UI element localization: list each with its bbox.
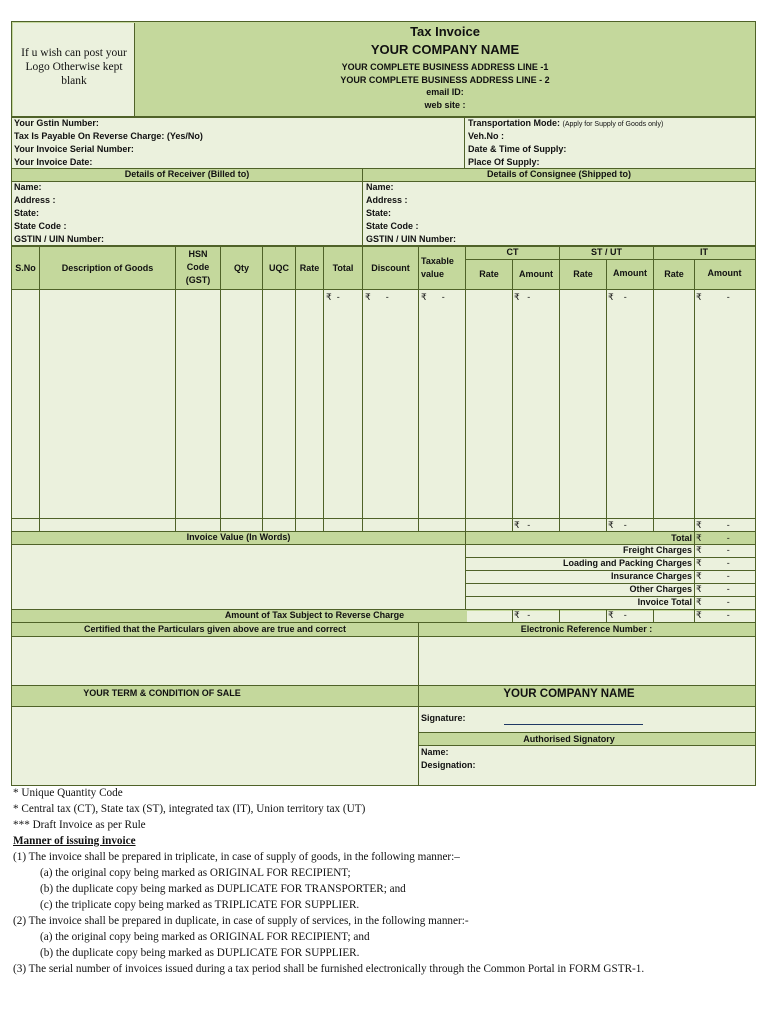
transport-mode-label: Transportation Mode: (Apply for Supply of Goods only) (468, 118, 664, 128)
row1-st-amount: ₹ - (608, 292, 627, 302)
other-charges-label: Other Charges (629, 584, 692, 594)
signature-line (504, 724, 643, 725)
authorised-signatory-label: Authorised Signatory (523, 734, 615, 744)
total-label: Total (671, 533, 692, 543)
receiver-state-label: State: (14, 208, 40, 218)
col-ct-amount: Amount (519, 269, 553, 279)
certified-label: Certified that the Particulars given above are true and correct (83, 624, 347, 634)
logo-note: If u wish can post your Logo Otherwise kept blank (21, 47, 127, 87)
words-box (11, 544, 466, 610)
row1-discount-amount: ₹ - (365, 292, 389, 302)
gstin-number-label: Your Gstin Number: (14, 118, 99, 128)
reverse-ct-value: ₹ - (514, 610, 531, 620)
address-line-2: YOUR COMPLETE BUSINESS ADDRESS LINE - 2 (340, 75, 550, 85)
signatory-company-name: YOUR COMPANY NAME (503, 688, 635, 700)
table-total-st: ₹ - (608, 520, 627, 530)
row1-it-amount: ₹ - (696, 292, 730, 302)
row1-total-amount: ₹ - (326, 292, 340, 302)
col-st-amount: Amount (613, 268, 647, 278)
col-hsn: HSN Code (GST) (185, 249, 211, 285)
terms-label: YOUR TERM & CONDITION OF SALE (83, 688, 241, 698)
row1-taxable-amount: ₹ - (421, 292, 445, 302)
col-ct: CT (506, 247, 519, 257)
consignee-gstin-label: GSTIN / UIN Number: (366, 234, 457, 244)
rule-2a: (a) the original copy being marked as ORIGINAL FOR RECIPIENT; and (40, 931, 370, 943)
address-line-1: YOUR COMPLETE BUSINESS ADDRESS LINE -1 (341, 62, 549, 72)
signature-label: Signature: (421, 713, 466, 723)
col-rate: Rate (299, 263, 320, 273)
note-draft: *** Draft Invoice as per Rule (13, 819, 146, 831)
note-uqc: * Unique Quantity Code (13, 787, 123, 799)
website: web site : (424, 100, 466, 110)
rule-1: (1) The invoice shall be prepared in triplicate, in case of supply of goods, in the following manner:– (13, 851, 460, 863)
date-time-supply-label: Date & Time of Supply: (468, 144, 567, 154)
col-taxable: Taxable value (421, 256, 454, 279)
loading-value: ₹ - (696, 558, 730, 568)
company-name: YOUR COMPANY NAME (370, 42, 520, 57)
terms-box (11, 706, 419, 786)
insurance-charges-label: Insurance Charges (610, 571, 692, 581)
rule-1a: (a) the original copy being marked as ORIGINAL FOR RECIPIENT; (40, 867, 351, 879)
col-it-amount: Amount (707, 268, 742, 278)
email-id: email ID: (426, 87, 464, 97)
rule-2: (2) The invoice shall be prepared in duplicate, in case of supply of services, in the following manner:- (13, 915, 469, 927)
invoice-date-label: Your Invoice Date: (14, 157, 93, 167)
reverse-st-value: ₹ - (608, 610, 627, 620)
signatory-designation-label: Designation: (421, 760, 476, 770)
invoice-serial-label: Your Invoice Serial Number: (14, 144, 134, 154)
rule-3: (3) The serial number of invoices issued during a tax period shall be furnished electronically through the Common Portal in FORM GSTR-1. (13, 963, 645, 975)
col-st-rate: Rate (573, 269, 593, 279)
loading-packing-label: Loading and Packing Charges (562, 558, 692, 568)
insurance-value: ₹ - (696, 571, 730, 581)
table-total-it: ₹ - (696, 520, 730, 530)
manner-heading: Manner of issuing invoice (13, 835, 136, 847)
signature-box (418, 706, 756, 786)
receiver-title: Details of Receiver (Billed to) (124, 169, 250, 179)
receiver-state-code-label: State Code : (14, 221, 67, 231)
vehicle-number-label: Veh.No : (468, 131, 505, 141)
col-sno: S.No (15, 263, 36, 273)
col-qty: Qty (233, 263, 249, 273)
other-value: ₹ - (696, 584, 730, 594)
col-st-ut: ST / UT (591, 247, 622, 257)
col-total: Total (332, 263, 354, 273)
certified-box (11, 636, 756, 686)
electronic-ref-label: Electronic Reference Number : (520, 624, 653, 634)
consignee-title: Details of Consignee (Shipped to) (486, 169, 631, 179)
col-it-rate: Rate (664, 269, 684, 279)
signatory-name-label: Name: (421, 747, 449, 757)
row1-ct-amount: ₹ - (514, 292, 531, 302)
freight-charges-label: Freight Charges (622, 545, 692, 555)
col-description: Description of Goods (61, 263, 154, 273)
table-body (11, 289, 756, 532)
invoice-value-words-label: Invoice Value (In Words) (186, 532, 291, 542)
reverse-charge-label: Tax Is Payable On Reverse Charge: (Yes/No) (14, 131, 203, 141)
receiver-address-label: Address : (14, 195, 56, 205)
rule-1c: (c) the triplicate copy being marked as TRIPLICATE FOR SUPPLIER. (40, 899, 360, 911)
consignee-state-label: State: (366, 208, 392, 218)
receiver-name-label: Name: (14, 182, 42, 192)
col-it: IT (700, 247, 708, 257)
rule-2b: (b) the duplicate copy being marked as DUPLICATE FOR SUPPLIER. (40, 947, 360, 959)
total-value: ₹ - (696, 533, 730, 543)
invoice-total-label: Invoice Total (637, 597, 692, 607)
receiver-gstin-label: GSTIN / UIN Number: (14, 234, 105, 244)
invoice-total-value: ₹ - (696, 597, 730, 607)
reverse-it-value: ₹ - (696, 610, 730, 620)
consignee-address-label: Address : (366, 195, 408, 205)
reverse-charge-label: Amount of Tax Subject to Reverse Charge (224, 610, 405, 620)
consignee-state-code-label: State Code : (366, 221, 419, 231)
freight-value: ₹ - (696, 545, 730, 555)
place-of-supply-label: Place Of Supply: (468, 157, 540, 167)
col-discount: Discount (371, 263, 410, 273)
rule-1b: (b) the duplicate copy being marked as DUPLICATE FOR TRANSPORTER; and (40, 883, 406, 895)
col-uqc: UQC (269, 263, 289, 273)
consignee-name-label: Name: (366, 182, 394, 192)
col-ct-rate: Rate (479, 269, 499, 279)
note-tax-types: * Central tax (CT), State tax (ST), integrated tax (IT), Union territory tax (UT) (13, 803, 366, 815)
table-total-ct: ₹ - (514, 520, 531, 530)
invoice-title: Tax Invoice (410, 24, 480, 39)
